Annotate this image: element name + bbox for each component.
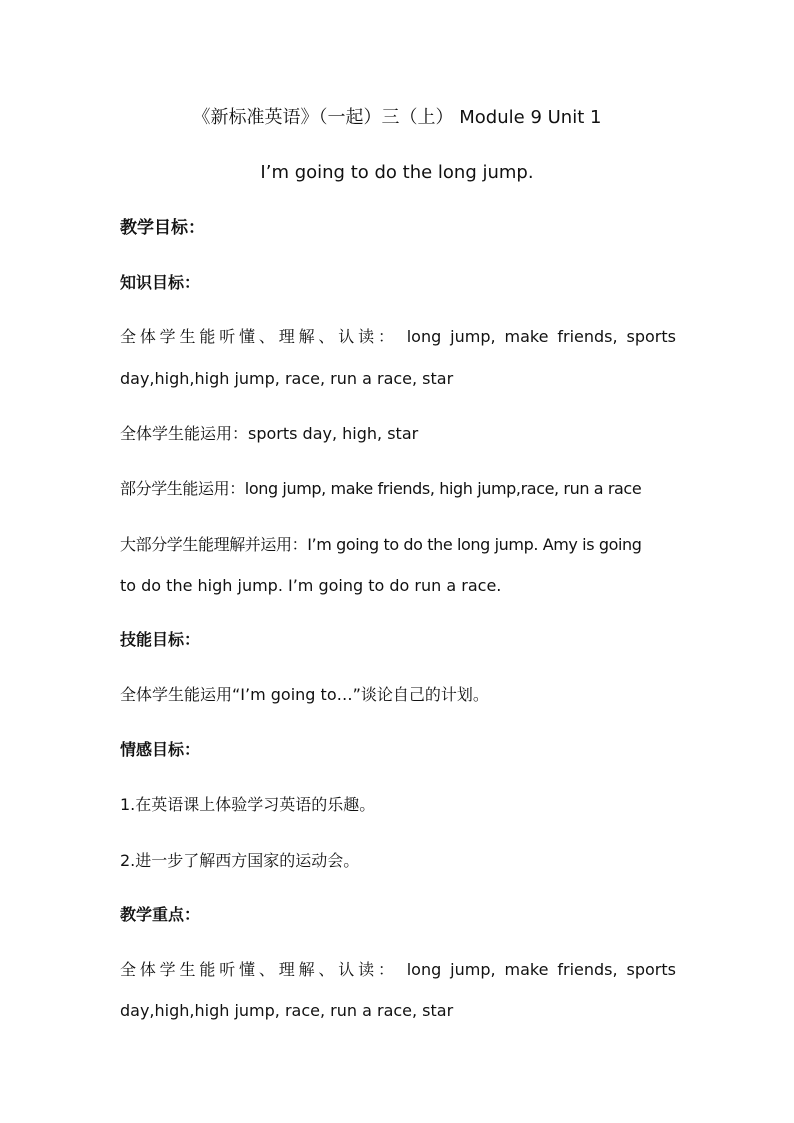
knowledge-goal-line-1b: day,high,high jump, race, run a race, star	[120, 369, 454, 388]
section-teaching-goals: 教学目标：	[120, 218, 205, 238]
document-title: 《新标准英语》（一起）三（上） Module 9 Unit 1	[192, 107, 602, 128]
knowledge-goal-line-4a: 大部分学生能理解并运用：I’m going to do the long jump. Amy is going	[120, 535, 642, 554]
document-subtitle: I’m going to do the long jump.	[260, 162, 534, 183]
emotion-goals-heading: 情感目标：	[120, 740, 201, 759]
key-point-line-1a: 全体学生能听懂、理解、认读： long jump, make friends, sports	[120, 960, 676, 979]
knowledge-goal-line-4b: to do the high jump. I’m going to do run a race.	[120, 576, 502, 595]
knowledge-goal-line-3: 部分学生能运用：long jump, make friends, high jump,race, run a race	[120, 479, 642, 498]
knowledge-goals-heading: 知识目标：	[120, 273, 201, 292]
knowledge-goal-line-2: 全体学生能运用：sports day, high, star	[120, 424, 419, 443]
key-point-line-1b: day,high,high jump, race, run a race, star	[120, 1001, 454, 1020]
emotion-goal-line-2: 2.进一步了解西方国家的运动会。	[120, 851, 360, 870]
emotion-goal-line-1: 1.在英语课上体验学习英语的乐趣。	[120, 795, 376, 814]
key-points-heading: 教学重点：	[120, 905, 201, 924]
knowledge-goal-line-1a: 全体学生能听懂、理解、认读： long jump, make friends, sports	[120, 327, 676, 346]
skill-goal-line-1: 全体学生能运用“I’m going to…”谈论自己的计划。	[120, 685, 489, 704]
skill-goals-heading: 技能目标：	[120, 630, 201, 649]
